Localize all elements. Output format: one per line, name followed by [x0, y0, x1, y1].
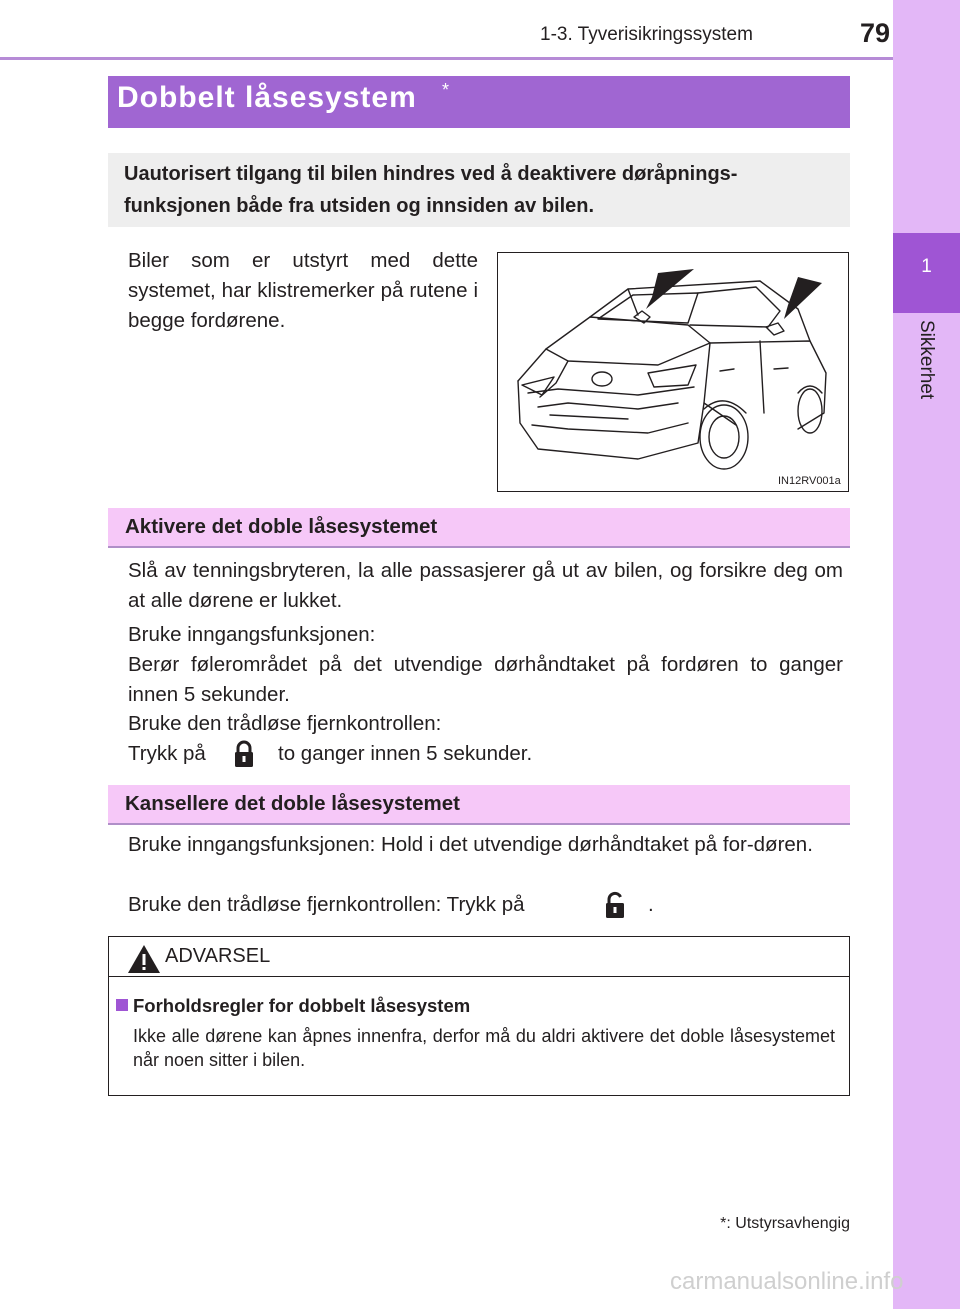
cancel-remote-before: Bruke den trådløse fjernkontrollen: Trykk på — [128, 893, 525, 916]
car-illustration — [497, 252, 849, 492]
page-title: Dobbelt låsesystem — [117, 81, 417, 114]
warning-bullet — [116, 999, 128, 1011]
activate-remote-before: Trykk på — [128, 742, 206, 765]
header-rule — [0, 57, 893, 60]
activate-entry-text: Berør følerområdet på det utvendige dørhåndtaket på fordøren to ganger innen 5 sekunder. — [128, 653, 843, 706]
footnote-mark: * — [720, 1215, 727, 1232]
chapter-label-wrap — [913, 320, 939, 420]
warning-triangle-icon — [127, 944, 161, 979]
chapter-label: Sikkerhet — [916, 320, 937, 400]
activate-remote-after: to ganger innen 5 sekunder. — [278, 742, 533, 765]
illustration-code: IN12RV001a — [778, 475, 841, 487]
car-drawing — [498, 253, 848, 491]
warning-text: Ikke alle dørene kan åpnes innenfra, derfor må du aldri aktivere det doble låsesystemet når noen sitter i bilen. — [133, 1026, 835, 1070]
intro-text: Uautorisert tilgang til bilen hindres ved å deaktivere døråpnings-funksjonen både fra utsiden og innsiden av bilen. — [124, 163, 738, 217]
footnote — [640, 1215, 850, 1233]
lock-icon — [233, 740, 255, 773]
activate-step-text: Slå av tenningsbryteren, la alle passasjerer gå ut av bilen, og forsikre deg om at alle dørene er lukket. — [128, 559, 843, 612]
stickers-paragraph: Biler som er utstyrt med dette systemet, har klistremerker på rutene i begge fordørene. — [128, 249, 478, 332]
warning-label: ADVARSEL — [165, 945, 271, 967]
chapter-number: 1 — [921, 256, 932, 277]
warning-title: Forholdsregler for dobbelt låsesystem — [133, 995, 471, 1016]
unlock-icon — [604, 891, 626, 924]
activate-remote-heading: Bruke den trådløse fjernkontrollen: — [128, 712, 442, 735]
header-section-title: 1-3. Tyverisikringssystem — [540, 24, 753, 45]
activate-entry-heading: Bruke inngangsfunksjonen: — [128, 623, 376, 646]
cancel-heading: Kansellere det doble låsesystemet — [125, 792, 460, 815]
cancel-remote-after: . — [648, 893, 654, 916]
watermark: carmanualsonline.info — [670, 1268, 904, 1295]
title-footnote-mark: * — [442, 80, 450, 100]
cancel-entry-text: Bruke inngangsfunksjonen: Hold i det utvendige dørhåndtaket på for-døren. — [128, 833, 813, 856]
warning-header-rule — [108, 976, 850, 977]
side-strip — [893, 0, 960, 1309]
activate-heading: Aktivere det doble låsesystemet — [125, 515, 438, 538]
footnote-text: : Utstyrsavhengig — [726, 1215, 850, 1232]
page-number: 79 — [859, 18, 890, 48]
